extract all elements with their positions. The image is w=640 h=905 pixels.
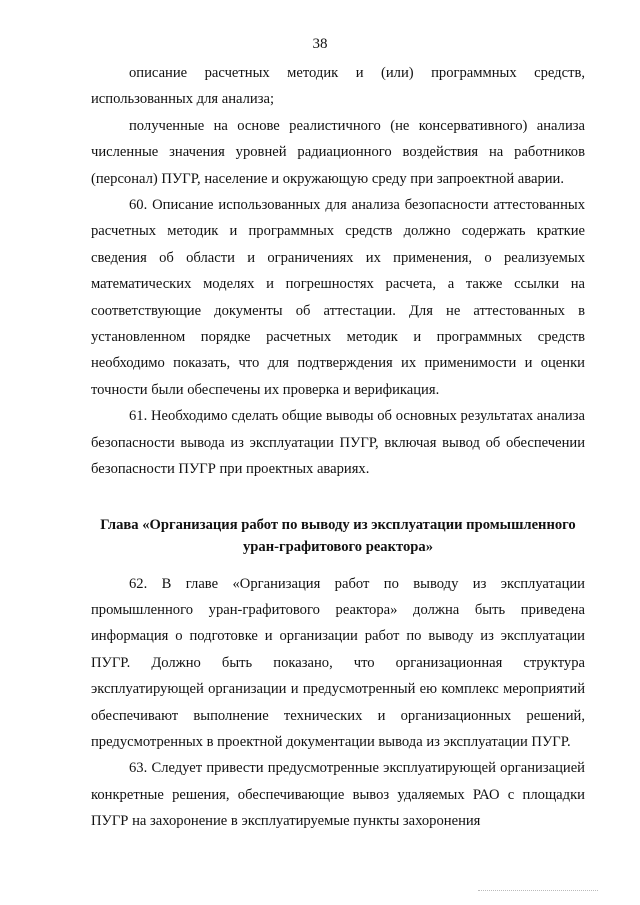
- page-content: [91, 60, 585, 835]
- paragraph-methods-description: описание расчетных методик и (или) программных средств, использованных для анализа;: [91, 65, 585, 108]
- paragraph-60: 60. Описание использованных для анализа безопасности аттестованных расчетных методик и программных средств должно содержать краткие сведения об области и ограничениях их применения, о реализуемых математических моделях и погрешностях расчета, а также ссылки на соответствующие документы об аттестации. Для не аттестованных в установленном порядке расчетных методик и программных средств необходимо показать, что для подтверждения их применимости и оценки точности были обеспечены их проверка и верификация.: [91, 197, 585, 398]
- chapter-heading-line-1: Глава «Организация работ по выводу из эксплуатации промышленного: [100, 516, 576, 533]
- scan-artifact-line: [478, 889, 598, 891]
- paragraph-radiation-values: полученные на основе реалистичного (не консервативного) анализа численные значения уровней радиационного воздействия на работников (персонал) ПУГР, население и окружающую среду при запроектной аварии.: [91, 117, 585, 187]
- page-number: 38: [312, 36, 328, 52]
- paragraph-62: 62. В главе «Организация работ по выводу из эксплуатации промышленного уран-графитового реактора» должна быть приведена информация о подготовке и организации работ по выводу из эксплуатации ПУГР. Должно быть показано, что организационная структура эксплуатирующей организации и предусмотренный ею комплекс мероприятий обеспечивают выполнение технических и организационных решений, предусмотренных в проектной документации вывода из эксплуатации ПУГР.: [91, 575, 585, 750]
- paragraph-63: 63. Следует привести предусмотренные эксплуатирующей организацией конкретные решения, обеспечивающие вывоз удаляемых РАО с площадки ПУГР на захоронение в эксплуатируемые пункты захоронения: [91, 760, 585, 830]
- chapter-heading: [91, 514, 585, 558]
- chapter-heading-line-2: уран-графитового реактора»: [242, 538, 433, 555]
- paragraph-61: 61. Необходимо сделать общие выводы об основных результатах анализа безопасности вывода из эксплуатации ПУГР, включая вывод об обеспечении безопасности ПУГР при проектных авариях.: [91, 408, 585, 478]
